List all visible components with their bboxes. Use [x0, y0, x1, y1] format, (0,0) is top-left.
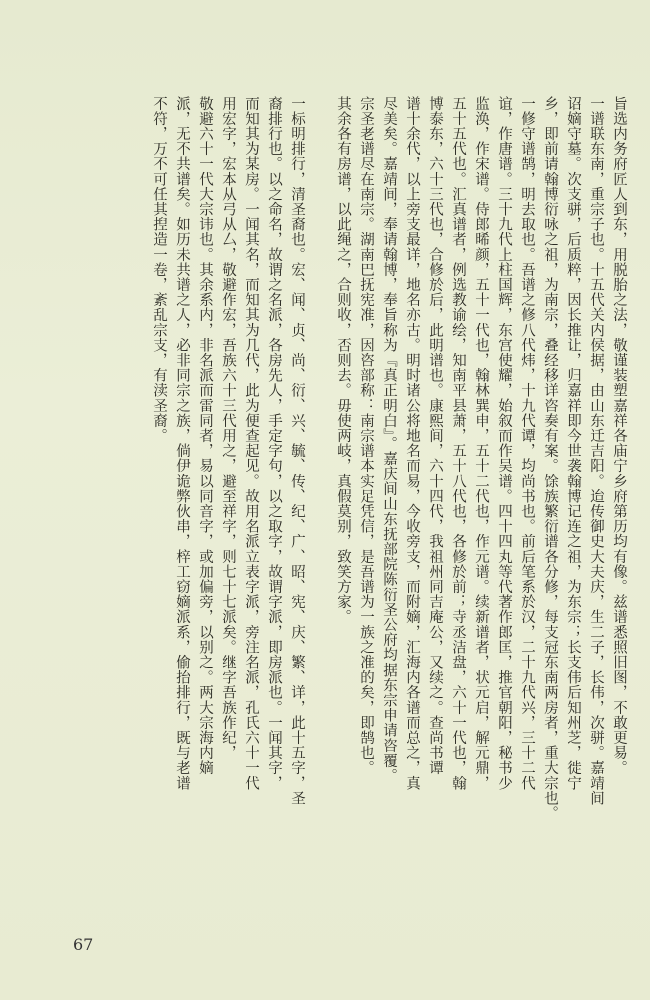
text-column: 而知其为某房。一闻其名，而知其为几代，此为便查起见。故用名派立表字派，旁注名派，孔氏六十一代	[243, 96, 259, 791]
text-column: 尽美矣。嘉靖间，奉请翰博，奉旨称为『真正明白』。嘉庆间山东抚部院陈衍圣公府均据东宗申请咨覆。	[381, 96, 397, 784]
text-column: 派，无不共谱矣。如历未共谱之人，必非同宗之族，倘伊诡弊伙串，梓工窃嫡派系，偷抬排行，既与老谱	[174, 96, 190, 791]
text-column: 不符，万不可任其揑造一卷，紊乱宗支，有渎圣裔。	[151, 96, 167, 444]
text-column: 博泰东，六十三代也，合修於后，此明谱也。康熙间，六十四代，我祖州同吉庵公，又续之。查尚书谭	[427, 96, 443, 776]
text-column: 敬避六十一代大宗讳也。其余系内，非名派而雷同者，易以同音字，或加偏旁，以别之。两大宗海内嫡	[197, 96, 213, 776]
text-column: 宗圣老谱尽在南宗。湖南巴抚宪准，因咨部称：南宗谱本实足凭信，是吾谱为一族之准的矣，即鹄也。	[358, 96, 374, 776]
text-column: 监涣，作宋谱。侍郎晞颜，五十一代也，翰林巽申，五十二代也，作元谱。续新谱者，状元启，解元鼎，	[473, 96, 489, 791]
text-column: 一修守谱鹄，明去取也。吾谱之修八代炜，十九代谭，均尚书也。前后笔系於汉，二十九代兴，三十二代	[519, 96, 535, 791]
text-column: 诏嫡守墓。次支骈，后质粹，因长推让，归嘉祥即今世袭翰博记连之祖，为东宗；长支伟后知州芝，徙宁	[565, 96, 581, 791]
text-column: 旨选内务府匠人到东，用脱胎之法，敬谨装塑嘉祥各庙宁乡府第历均有像。兹谱悉照旧图，不敢更易。	[611, 96, 627, 776]
text-column: 乡，即前请翰博衍咏之祖，为南宗，叠经移详咨奏有案。馀族繁衍谱各分修，每支冠东南两房者，重大宗也。	[542, 96, 558, 821]
text-column: 用宏字，宏本从弓从厶，敬避作宏，吾族六十三代用之，避至祥字，则七十七派矣。继字吾族作纪，	[220, 96, 236, 761]
text-column: 谊，作唐谱。三十九代上柱国辉，东宫使耀，始叙而作吴谱。四十四丸等代著作郎匡，推官朝阳，秘书少	[496, 96, 512, 791]
text-column: 裔排行也。以之命名，故谓之名派，各房先人，手定字句，以之取字，故谓字派，即房派也。一闻其字，	[266, 96, 282, 791]
text-column: 一谱联东南，重宗子也。十五代关内侯据，由山东迁吉阳。迨传御史大夫庆，生二子，长伟，次骈。嘉靖间	[588, 96, 604, 806]
column-gap	[309, 96, 331, 946]
vertical-text-block	[30, 96, 630, 946]
text-column: 其余各有房谱，以此绳之，合则收，否则去。毋使两岐，真假莫别，致笑方家。	[335, 96, 351, 625]
text-column: 五十五代也。汇真谱者，例选教谕绘，知南平县萧，五十八代也，各修於前；寺丞洁盘，六十一代也，翰	[450, 96, 466, 791]
text-column: 谱十余代，以上旁支最详，地名亦古。明时诸公将地名而易，今收旁支，而附嫡，汇海内各谱而总之，真	[404, 96, 420, 791]
text-column: 一标明排行，清圣裔也。宏、闻、贞、尚、衍、兴、毓、传、纪、广、昭、宪、庆、繁、详，此十五字，圣	[289, 96, 305, 806]
page-number: 67	[73, 935, 94, 954]
